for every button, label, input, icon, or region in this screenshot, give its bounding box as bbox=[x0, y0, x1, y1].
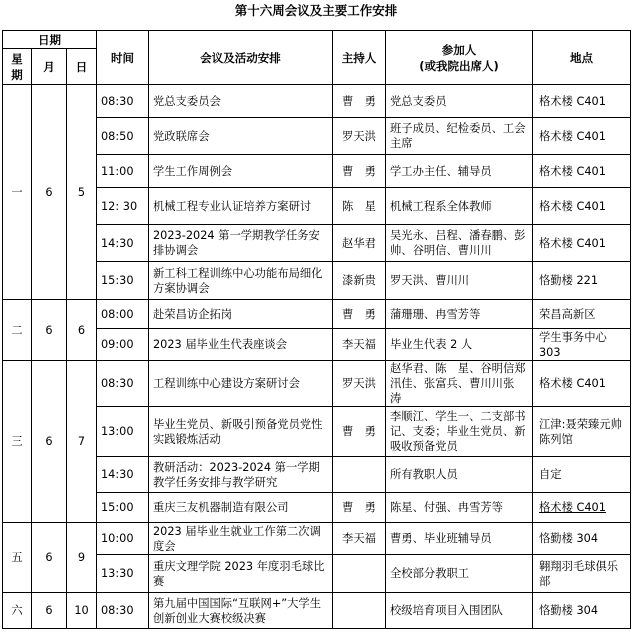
month-header: 月 bbox=[32, 49, 67, 85]
attendees-cell: 校级培育项目入围团队 bbox=[386, 593, 533, 629]
table-row bbox=[3, 118, 631, 155]
location-cell: 学生事务中心 303 bbox=[533, 329, 631, 361]
location-cell: 格术楼 C401 bbox=[533, 361, 631, 407]
location-cell: 格术楼 C401 bbox=[533, 118, 631, 155]
time-cell: 09:00 bbox=[97, 329, 149, 361]
day-cell: 9 bbox=[67, 523, 97, 593]
event-cell: 毕业生党员、新吸引预备党员党性实践锻炼活动 bbox=[149, 407, 333, 457]
day-cell: 7 bbox=[67, 361, 97, 523]
time-cell: 15:30 bbox=[97, 262, 149, 300]
event-cell: 赴荣昌访企拓岗 bbox=[149, 300, 333, 329]
attendees-header-label: 参加人 bbox=[441, 42, 477, 57]
attendees-cell: 陈星、付强、冉雪芳等 bbox=[386, 493, 533, 523]
time-header: 时间 bbox=[97, 31, 149, 85]
table-row bbox=[3, 523, 631, 555]
time-cell: 08:50 bbox=[97, 118, 149, 155]
time-cell: 08:30 bbox=[97, 593, 149, 629]
event-cell: 党政联席会 bbox=[149, 118, 333, 155]
host-cell: 曹 勇 bbox=[333, 300, 386, 329]
time-cell: 13:00 bbox=[97, 407, 149, 457]
day-header: 日 bbox=[67, 49, 97, 85]
host-cell: 曹 勇 bbox=[333, 407, 386, 457]
month-cell: 6 bbox=[32, 361, 67, 523]
time-cell: 08:30 bbox=[97, 85, 149, 118]
day-cell: 5 bbox=[67, 85, 97, 300]
host-cell: 陈 星 bbox=[333, 188, 386, 225]
event-cell: 重庆三友机器制造有限公司 bbox=[149, 493, 333, 523]
host-cell: 赵华君 bbox=[333, 225, 386, 262]
table-row bbox=[3, 300, 631, 329]
attendees-cell: 蒲珊珊、冉雪芳等 bbox=[386, 300, 533, 329]
location-cell: 格术楼 C401 bbox=[533, 155, 631, 188]
table-row bbox=[3, 457, 631, 493]
table-row bbox=[3, 555, 631, 593]
event-cell: 2023 届毕业生代表座谈会 bbox=[149, 329, 333, 361]
location-text: 格术楼 C401 bbox=[539, 501, 606, 514]
table-row bbox=[3, 407, 631, 457]
attendees-cell: 吴光永、吕程、潘春鹏、彭帅、谷明信、曹川川 bbox=[386, 225, 533, 262]
event-cell: 重庆文理学院 2023 年度羽毛球比赛 bbox=[149, 555, 333, 593]
weekday-cell: 一 bbox=[3, 85, 32, 300]
attendees-cell: 党总支委员 bbox=[386, 85, 533, 118]
weekday-cell: 六 bbox=[3, 593, 32, 629]
table-row bbox=[3, 329, 631, 361]
location-cell: 自定 bbox=[533, 457, 631, 493]
location-cell: 恪勤楼 304 bbox=[533, 523, 631, 555]
table-row bbox=[3, 361, 631, 407]
table-row bbox=[3, 188, 631, 225]
host-cell: 漆新贵 bbox=[333, 262, 386, 300]
time-cell: 13:30 bbox=[97, 555, 149, 593]
event-header: 会议及活动安排 bbox=[149, 31, 333, 85]
attendees-cell: 赵华君、陈 星、谷明信郑汛佳、张富兵、曹川川张 涛 bbox=[386, 361, 533, 407]
table-row bbox=[3, 225, 631, 262]
location-cell: 恪勤楼 304 bbox=[533, 593, 631, 629]
attendees-cell: 所有教职人员 bbox=[386, 457, 533, 493]
weekday-cell: 五 bbox=[3, 523, 32, 593]
time-cell: 11:00 bbox=[97, 155, 149, 188]
location-cell: 恪勤楼 221 bbox=[533, 262, 631, 300]
time-cell: 08:30 bbox=[97, 361, 149, 407]
host-cell: 曹 勇 bbox=[333, 155, 386, 188]
table-row bbox=[3, 593, 631, 629]
host-cell bbox=[333, 593, 386, 629]
host-cell: 李天福 bbox=[333, 329, 386, 361]
event-cell: 2023-2024 第一学期教学任务安排协调会 bbox=[149, 225, 333, 262]
event-cell: 机械工程专业认证培养方案研讨 bbox=[149, 188, 333, 225]
host-cell: 曹 勇 bbox=[333, 85, 386, 118]
time-cell: 14:30 bbox=[97, 225, 149, 262]
event-cell: 教研活动：2023-2024 第一学期教学任务安排与教学研究 bbox=[149, 457, 333, 493]
host-cell: 罗天洪 bbox=[333, 361, 386, 407]
location-cell bbox=[533, 493, 631, 523]
event-cell: 2023 届毕业生就业工作第二次调度会 bbox=[149, 523, 333, 555]
day-cell: 10 bbox=[67, 593, 97, 629]
location-cell: 江津:聂荣臻元帅陈列馆 bbox=[533, 407, 631, 457]
time-cell: 12: 30 bbox=[97, 188, 149, 225]
month-cell: 6 bbox=[32, 593, 67, 629]
host-cell bbox=[333, 457, 386, 493]
event-cell: 第九届中国国际“互联网+”大学生创新创业大赛校级决赛 bbox=[149, 593, 333, 629]
time-cell: 14:30 bbox=[97, 457, 149, 493]
day-cell: 6 bbox=[67, 300, 97, 361]
attendees-header bbox=[386, 31, 533, 85]
time-cell: 15:00 bbox=[97, 493, 149, 523]
table-row bbox=[3, 85, 631, 118]
event-cell: 工程训练中心建设方案研讨会 bbox=[149, 361, 333, 407]
host-cell bbox=[333, 555, 386, 593]
page-title: 第十六周会议及主要工作安排 bbox=[234, 3, 398, 18]
table-row bbox=[3, 493, 631, 523]
attendees-cell: 罗天洪、曹川川 bbox=[386, 262, 533, 300]
table-row bbox=[3, 262, 631, 300]
attendees-cell: 曹勇、毕业班辅导员 bbox=[386, 523, 533, 555]
event-cell: 党总支委员会 bbox=[149, 85, 333, 118]
date-group-header: 日期 bbox=[3, 31, 97, 49]
location-cell: 翱翔羽毛球俱乐部 bbox=[533, 555, 631, 593]
weekday-cell: 二 bbox=[3, 300, 32, 361]
host-cell: 罗天洪 bbox=[333, 118, 386, 155]
month-cell: 6 bbox=[32, 85, 67, 300]
table-row bbox=[3, 155, 631, 188]
host-cell: 李天福 bbox=[333, 523, 386, 555]
location-cell: 格术楼 C401 bbox=[533, 225, 631, 262]
schedule-table bbox=[2, 30, 631, 629]
time-cell: 08:00 bbox=[97, 300, 149, 329]
weekday-header-text: 星期 bbox=[11, 51, 23, 82]
host-header: 主持人 bbox=[333, 31, 386, 85]
attendees-cell: 班子成员、纪检委员、工会主席 bbox=[386, 118, 533, 155]
schedule-body bbox=[3, 85, 631, 629]
location-cell: 荣昌高新区 bbox=[533, 300, 631, 329]
attendees-cell: 学工办主任、辅导员 bbox=[386, 155, 533, 188]
location-cell: 格术楼 C401 bbox=[533, 188, 631, 225]
weekday-cell: 三 bbox=[3, 361, 32, 523]
location-cell: 格术楼 C401 bbox=[533, 85, 631, 118]
weekday-header bbox=[3, 49, 32, 85]
month-cell: 6 bbox=[32, 523, 67, 593]
event-cell: 学生工作周例会 bbox=[149, 155, 333, 188]
location-header: 地点 bbox=[533, 31, 631, 85]
month-cell: 6 bbox=[32, 300, 67, 361]
attendees-cell: 机械工程系全体教师 bbox=[386, 188, 533, 225]
attendees-header-sub: (或我院出席人) bbox=[419, 58, 499, 73]
time-cell: 10:00 bbox=[97, 523, 149, 555]
event-cell: 新工科工程训练中心功能布局细化方案协调会 bbox=[149, 262, 333, 300]
host-cell: 曹 勇 bbox=[333, 493, 386, 523]
attendees-cell: 全校部分教职工 bbox=[386, 555, 533, 593]
attendees-cell: 毕业生代表 2 人 bbox=[386, 329, 533, 361]
attendees-cell: 李顺江、学生一、二支部书记、支委；毕业生党员、新吸收预备党员 bbox=[386, 407, 533, 457]
